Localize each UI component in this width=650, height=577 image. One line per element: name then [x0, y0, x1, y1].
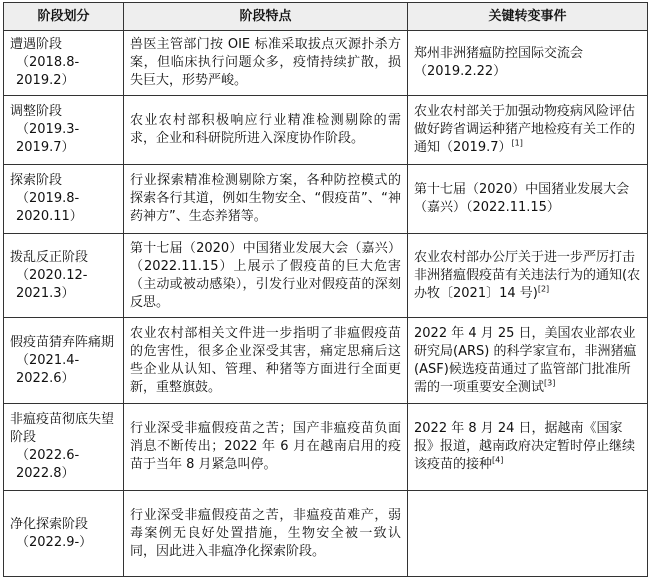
stage-cell — [4, 96, 124, 165]
stage-period: （2018.8-2019.2） — [16, 55, 80, 88]
header-row — [4, 3, 648, 31]
table-row — [4, 404, 648, 491]
reference-mark: [4] — [492, 455, 504, 465]
event-text: 农业农村部办公厅关于进一步严厉打击非洲猪瘟假疫苗有关违法行为的通知(农办牧〔2021〕14 号) — [414, 249, 641, 301]
header-features: 阶段特点 — [124, 3, 408, 31]
header-stage: 阶段划分 — [4, 3, 124, 31]
stage-cell — [4, 491, 124, 577]
features-cell: 行业探索精准检测剔除方案，各种防控模式的探索各行其道，例如生物安全、“假疫苗”、“神药神方”、生态养猪等。 — [124, 165, 408, 234]
table-row — [4, 96, 648, 165]
features-cell: 兽医主管部门按 OIE 标准采取拔点灭源扑杀方案，但临床执行问题众多，疫情持续扩散，损失巨大，形势严峻。 — [124, 31, 408, 96]
stage-period: （2021.4-2022.6） — [16, 352, 80, 386]
stage-cell — [4, 234, 124, 318]
event-cell — [408, 491, 648, 577]
features-cell: 行业深受非瘟假疫苗之苦；国产非瘟疫苗负面消息不断传出；2022 年 6 月在越南启用的疫苗于当年 8 月紧急叫停。 — [124, 404, 408, 491]
stage-period: （2020.12-2021.3） — [16, 267, 88, 301]
event-cell — [408, 404, 648, 491]
stage-name: 非瘟疫苗彻底失望阶段 — [10, 412, 115, 445]
reference-mark: [3] — [544, 378, 556, 388]
stage-period: （2019.8-2020.11） — [16, 191, 83, 224]
event-text: 第十七届（2020）中国猪业发展大会（嘉兴）（2022.11.15） — [414, 182, 630, 215]
event-cell — [408, 234, 648, 318]
stage-name: 遭遇阶段 — [10, 37, 63, 52]
event-text: 郑州非洲猪瘟防控国际交流会（2019.2.22） — [414, 46, 584, 79]
header-event: 关键转变事件 — [408, 3, 648, 31]
event-text: 2022 年 4 月 25 日，美国农业部农业研究局(ARS) 的科学家宣布，非洲猪瘟(ASF)候选疫苗通过了监管部门批准所需的一项重要安全测试 — [414, 325, 637, 395]
table-row — [4, 318, 648, 404]
stage-cell — [4, 318, 124, 404]
table-row — [4, 31, 648, 96]
stage-period: （2019.3-2019.7） — [16, 122, 80, 155]
stage-cell — [4, 404, 124, 491]
stages-table — [3, 2, 648, 577]
table-row — [4, 165, 648, 234]
features-cell: 第十七届（2020）中国猪业发展大会（嘉兴）（2022.11.15）上展示了假疫苗的巨大危害（主动或被动感染），引发行业对假疫苗的深刻反思。 — [124, 234, 408, 318]
event-cell — [408, 318, 648, 404]
stage-name: 调整阶段 — [10, 104, 63, 119]
event-text: 农业农村部关于加强动物疫病风险评估做好跨省调运种猪产地检疫有关工作的通知（2019.7） — [414, 104, 636, 155]
event-cell — [408, 31, 648, 96]
stage-cell — [4, 31, 124, 96]
features-cell: 农业农村部积极响应行业精准检测剔除的需求，企业和科研院所进入深度协作阶段。 — [124, 96, 408, 165]
stage-name: 拨乱反正阶段 — [10, 249, 89, 265]
stage-name: 假疫苗猜弃阵痛期 — [10, 334, 115, 350]
table-row — [4, 234, 648, 318]
stage-cell — [4, 165, 124, 234]
event-cell — [408, 165, 648, 234]
event-cell — [408, 96, 648, 165]
features-cell: 农业农村部相关文件进一步指明了非瘟假疫苗的危害性，很多企业深受其害，痛定思痛后这些企业从认知、管理、种猪等方面进行全面更新，重整旗鼓。 — [124, 318, 408, 404]
stage-period: （2022.9-） — [16, 534, 93, 550]
event-text: 2022 年 8 月 24 日，据越南《国家报》报道，越南政府决定暂时停止继续该疫苗的接种 — [414, 421, 636, 472]
stage-period: （2022.6-2022.8） — [16, 448, 80, 481]
reference-mark: [2] — [537, 284, 550, 294]
table-row — [4, 491, 648, 577]
stage-name: 净化探索阶段 — [10, 516, 89, 532]
features-cell: 行业深受非瘟假疫苗之苦，非瘟疫苗难产，弱毒案例无良好处置措施，生物安全被一致认同，因此进入非瘟净化探索阶段。 — [124, 491, 408, 577]
stage-name: 探索阶段 — [10, 173, 63, 188]
reference-mark: [1] — [511, 138, 523, 148]
